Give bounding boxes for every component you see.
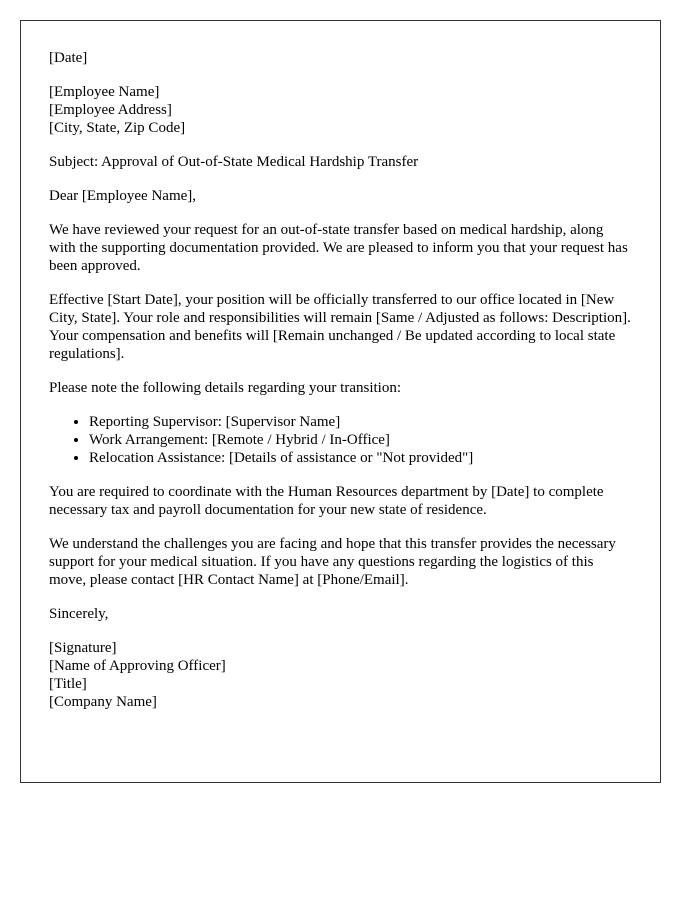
officer-name: [Name of Approving Officer] [49, 658, 226, 674]
letter [20, 20, 661, 783]
body-paragraph: We have reviewed your request for an out-of-state transfer based on medical hardship, along with the supporting documentation provided. We are pleased to inform you that your request has been approved. [49, 222, 628, 274]
list-item: • Relocation Assistance: [Details of assistance or "Not provided"] [89, 449, 632, 467]
list-item: • Work Arrangement: [Remote / Hybrid / In-Office] [89, 431, 632, 449]
subject: Subject: Approval of Out-of-State Medical Hardship Transfer [49, 154, 419, 170]
body-paragraph: Effective [Start Date], your position will be officially transferred to our office located in [New City, State]. Your role and responsibilities will remain [Same / Adjusted as follows: Description]. Your compensation and benefits will [Remain unchanged / Be updated according to local state regulations]. [49, 292, 631, 362]
details-list [49, 413, 632, 467]
company-name: [Company Name] [49, 694, 157, 710]
signature: [Signature] [49, 640, 117, 656]
body-paragraph: We understand the challenges you are facing and hope that this transfer provides the necessary support for your medical situation. If you have any questions regarding the logistics of this move, please contact [HR Contact Name] at [Phone/Email]. [49, 536, 616, 588]
officer-title: [Title] [49, 676, 87, 692]
salutation: Dear [Employee Name], [49, 188, 197, 204]
signature-block [49, 639, 632, 711]
recipient-street: [Employee Address] [49, 102, 172, 118]
date: [Date] [49, 50, 88, 66]
recipient-name: [Employee Name] [49, 84, 160, 100]
closing: Sincerely, [49, 606, 109, 622]
recipient-city: [City, State, Zip Code] [49, 120, 186, 136]
list-item: • Reporting Supervisor: [Supervisor Name] [89, 413, 632, 431]
body-paragraph: You are required to coordinate with the Human Resources department by [Date] to complete necessary tax and payroll documentation for your new state of residence. [49, 484, 604, 518]
recipient-address [49, 83, 632, 137]
body-paragraph: Please note the following details regarding your transition: [49, 380, 402, 396]
